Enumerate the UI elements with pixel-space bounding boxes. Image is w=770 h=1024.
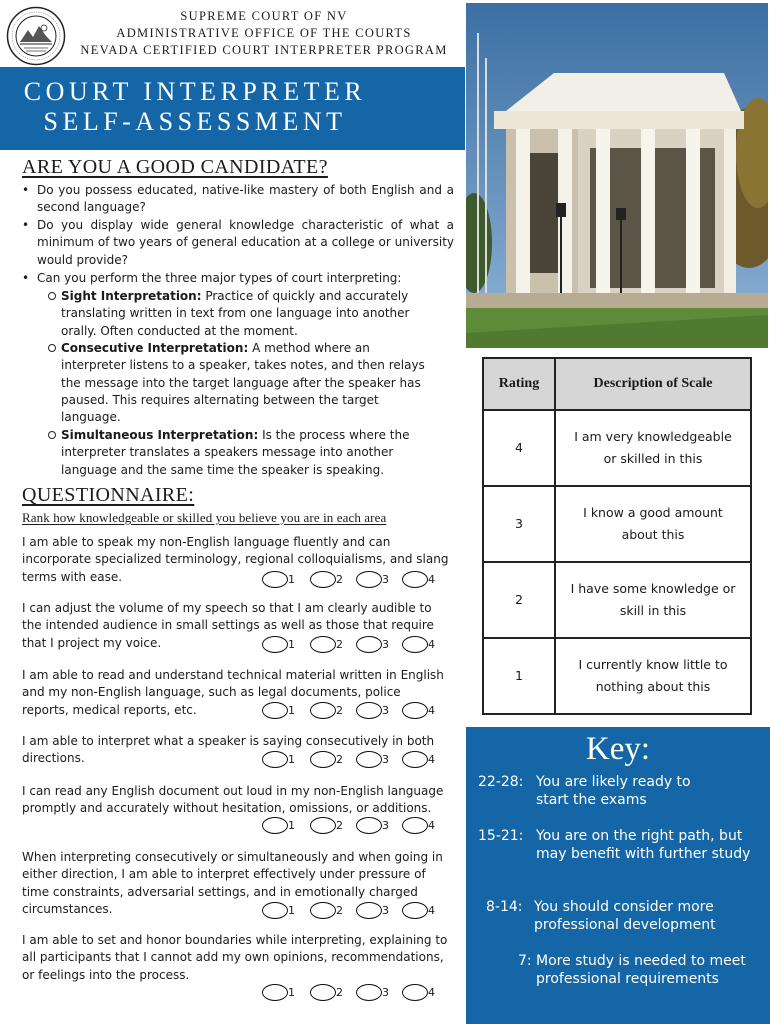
rating-option-3[interactable]	[356, 984, 400, 1002]
rating-option-4[interactable]	[402, 636, 446, 654]
radio-circle-icon[interactable]	[402, 902, 428, 919]
option-label: 3	[382, 819, 389, 832]
rating-option-2[interactable]	[310, 751, 354, 769]
interpreting-type-simultaneous	[48, 427, 428, 479]
rating-description: I currently know little to nothing about this	[555, 638, 751, 714]
rating-options	[262, 817, 452, 835]
radio-circle-icon[interactable]	[310, 751, 336, 768]
option-label: 2	[336, 904, 343, 917]
key-desc: You are likely ready to start the exams	[536, 774, 691, 808]
table-row	[483, 486, 751, 562]
rating-options	[262, 751, 452, 769]
rating-option-2[interactable]	[310, 702, 354, 720]
radio-circle-icon[interactable]	[262, 902, 288, 919]
radio-circle-icon[interactable]	[356, 636, 382, 653]
option-label: 3	[382, 638, 389, 651]
rating-option-2[interactable]	[310, 636, 354, 654]
rating-option-1[interactable]	[262, 817, 306, 835]
questionnaire-instruction: Rank how knowledgeable or skilled you believe you are in each area	[22, 510, 387, 525]
radio-circle-icon[interactable]	[402, 702, 428, 719]
rating-column-header: Rating	[483, 358, 555, 410]
option-label: 2	[336, 704, 343, 717]
candidate-bullet: • Do you display wide general knowledge characteristic of what a minimum of two years of general education at a college or university would provide?	[22, 218, 454, 267]
table-row	[483, 638, 751, 714]
radio-circle-icon[interactable]	[402, 571, 428, 588]
rating-option-3[interactable]	[356, 636, 400, 654]
question-label: I can read any English document out loud in my non-English language promptly and accurately without hesitation, omissions, or additions.	[22, 784, 444, 816]
radio-circle-icon[interactable]	[310, 984, 336, 1001]
score-key-box	[466, 727, 770, 1024]
interpreting-type-sight	[48, 288, 428, 340]
key-range: 15-21:	[478, 828, 524, 844]
rating-description: I am very knowledgeable or skilled in this	[555, 410, 751, 486]
type-desc: Is the process where the interpreter translates a speakers message into another language and the same time the speaker is speaking.	[61, 428, 410, 477]
type-name: Sight Interpretation:	[61, 289, 202, 303]
option-label: 1	[288, 904, 295, 917]
bullet-dot-icon: •	[22, 218, 30, 232]
question-text	[22, 932, 450, 984]
option-label: 3	[382, 753, 389, 766]
rating-value: 4	[483, 410, 555, 486]
option-label: 1	[288, 819, 295, 832]
title-banner	[0, 67, 465, 150]
rating-option-1[interactable]	[262, 636, 306, 654]
radio-circle-icon[interactable]	[262, 984, 288, 1001]
rating-options	[262, 636, 452, 654]
rating-option-4[interactable]	[402, 817, 446, 835]
radio-circle-icon[interactable]	[402, 636, 428, 653]
agency-line: NEVADA CERTIFIED COURT INTERPRETER PROGRAM	[80, 43, 448, 57]
nevada-seal-icon	[6, 6, 66, 66]
rating-option-2[interactable]	[310, 902, 354, 920]
bullet-dot-icon: •	[22, 183, 30, 197]
radio-circle-icon[interactable]	[402, 984, 428, 1001]
question-label: I am able to set and honor boundaries while interpreting, explaining to all participants that I cannot add my own opinions, recommendations, or feelings into the process.	[22, 933, 448, 982]
option-label: 2	[336, 753, 343, 766]
question-label: I am able to interpret what a speaker is saying consecutively in both directions.	[22, 734, 435, 766]
candidate-heading: ARE YOU A GOOD CANDIDATE?	[22, 156, 328, 178]
rating-options	[262, 571, 452, 589]
radio-circle-icon[interactable]	[262, 636, 288, 653]
option-label: 4	[428, 753, 435, 766]
table-header-row	[483, 358, 751, 410]
rating-options	[262, 702, 452, 720]
option-label: 2	[336, 986, 343, 999]
description-column-header: Description of Scale	[555, 358, 751, 410]
circle-bullet-icon	[48, 292, 56, 300]
radio-circle-icon[interactable]	[356, 817, 382, 834]
rating-option-4[interactable]	[402, 702, 446, 720]
rating-option-3[interactable]	[356, 902, 400, 920]
agency-line: SUPREME COURT OF NV	[180, 9, 348, 23]
question-label: I am able to speak my non-English language fluently and can incorporate specialized terminology, regional colloquialisms, and slang terms with ease.	[22, 535, 449, 584]
rating-option-4[interactable]	[402, 902, 446, 920]
option-label: 4	[428, 904, 435, 917]
option-label: 3	[382, 904, 389, 917]
rating-option-2[interactable]	[310, 984, 354, 1002]
rating-scale-table	[482, 357, 752, 715]
radio-circle-icon[interactable]	[310, 571, 336, 588]
radio-circle-icon[interactable]	[262, 751, 288, 768]
type-desc: A method where an interpreter listens to a speaker, takes notes, and then relays the message into the target language after the speaker has paused. This requires alternating between the target language.	[61, 341, 425, 425]
option-label: 1	[288, 704, 295, 717]
radio-circle-icon[interactable]	[262, 702, 288, 719]
radio-circle-icon[interactable]	[262, 817, 288, 834]
rating-option-1[interactable]	[262, 571, 306, 589]
rating-option-4[interactable]	[402, 984, 446, 1002]
key-range: 8-14:	[486, 899, 523, 915]
option-label: 2	[336, 638, 343, 651]
option-label: 2	[336, 819, 343, 832]
rating-options	[262, 984, 452, 1002]
rating-option-4[interactable]	[402, 751, 446, 769]
option-label: 4	[428, 704, 435, 717]
rating-description: I know a good amount about this	[555, 486, 751, 562]
option-label: 2	[336, 573, 343, 586]
rating-option-4[interactable]	[402, 571, 446, 589]
type-desc: Practice of quickly and accurately translating written in text from one language into another orally. Often conducted at the moment.	[61, 289, 410, 338]
rating-option-1[interactable]	[262, 902, 306, 920]
radio-circle-icon[interactable]	[310, 636, 336, 653]
option-label: 1	[288, 986, 295, 999]
radio-circle-icon[interactable]	[262, 571, 288, 588]
question-label: I am able to read and understand technical material written in English and my non-English language, such as legal documents, police reports, medical reports, etc.	[22, 668, 444, 717]
radio-circle-icon[interactable]	[310, 817, 336, 834]
candidate-bullet: • Do you possess educated, native-like mastery of both English and a second language?	[22, 183, 454, 215]
option-label: 3	[382, 704, 389, 717]
option-label: 1	[288, 753, 295, 766]
question-text	[22, 783, 450, 818]
title-line-2: SELF-ASSESSMENT	[43, 107, 347, 136]
key-range: 22-28:	[478, 774, 524, 790]
rating-option-1[interactable]	[262, 751, 306, 769]
key-desc: You should consider more professional development	[534, 899, 716, 933]
option-label: 4	[428, 638, 435, 651]
radio-circle-icon[interactable]	[356, 702, 382, 719]
key-title: Key:	[585, 731, 651, 767]
rating-options	[262, 902, 452, 920]
radio-circle-icon[interactable]	[356, 984, 382, 1001]
table-row	[483, 410, 751, 486]
key-desc: You are on the right path, but may benefit with further study	[536, 828, 751, 862]
rating-option-3[interactable]	[356, 571, 400, 589]
option-label: 1	[288, 638, 295, 651]
courthouse-photo	[466, 3, 768, 348]
circle-bullet-icon	[48, 431, 56, 439]
agency-line: ADMINISTRATIVE OFFICE OF THE COURTS	[116, 26, 412, 40]
radio-circle-icon[interactable]	[402, 751, 428, 768]
rating-option-2[interactable]	[310, 817, 354, 835]
question-label: When interpreting consecutively or simultaneously and when going in either direction, I am able to interpret effectively under pressure of time constraints, adversarial settings, and in emotionally charged circumstances.	[22, 850, 443, 916]
rating-value: 1	[483, 638, 555, 714]
interpreting-type-consecutive	[48, 340, 428, 426]
option-label: 3	[382, 573, 389, 586]
agency-heading	[70, 8, 458, 59]
radio-circle-icon[interactable]	[402, 817, 428, 834]
rating-option-3[interactable]	[356, 751, 400, 769]
key-range: 7:	[518, 953, 532, 969]
radio-circle-icon[interactable]	[310, 902, 336, 919]
question-label: I can adjust the volume of my speech so that I am clearly audible to the intended audience in small settings as well as those that require that I project my voice.	[22, 601, 434, 650]
rating-option-1[interactable]	[262, 984, 306, 1002]
rating-option-2[interactable]	[310, 571, 354, 589]
option-label: 1	[288, 573, 295, 586]
option-label: 4	[428, 986, 435, 999]
rating-description: I have some knowledge or skill in this	[555, 562, 751, 638]
type-name: Consecutive Interpretation:	[61, 341, 249, 355]
type-name: Simultaneous Interpretation:	[61, 428, 259, 442]
radio-circle-icon[interactable]	[310, 702, 336, 719]
option-label: 4	[428, 819, 435, 832]
title-line-1: COURT INTERPRETER	[23, 77, 367, 106]
rating-option-3[interactable]	[356, 817, 400, 835]
rating-option-3[interactable]	[356, 702, 400, 720]
table-row	[483, 562, 751, 638]
rating-option-1[interactable]	[262, 702, 306, 720]
circle-bullet-icon	[48, 344, 56, 352]
bullet-dot-icon: •	[22, 271, 30, 285]
key-desc: More study is needed to meet professional requirements	[536, 953, 746, 987]
option-label: 3	[382, 986, 389, 999]
questionnaire-heading: QUESTIONNAIRE:	[22, 484, 195, 506]
radio-circle-icon[interactable]	[356, 902, 382, 919]
radio-circle-icon[interactable]	[356, 571, 382, 588]
rating-value: 3	[483, 486, 555, 562]
candidate-bullet: • Can you perform the three major types of court interpreting:	[22, 270, 454, 287]
rating-value: 2	[483, 562, 555, 638]
radio-circle-icon[interactable]	[356, 751, 382, 768]
option-label: 4	[428, 573, 435, 586]
